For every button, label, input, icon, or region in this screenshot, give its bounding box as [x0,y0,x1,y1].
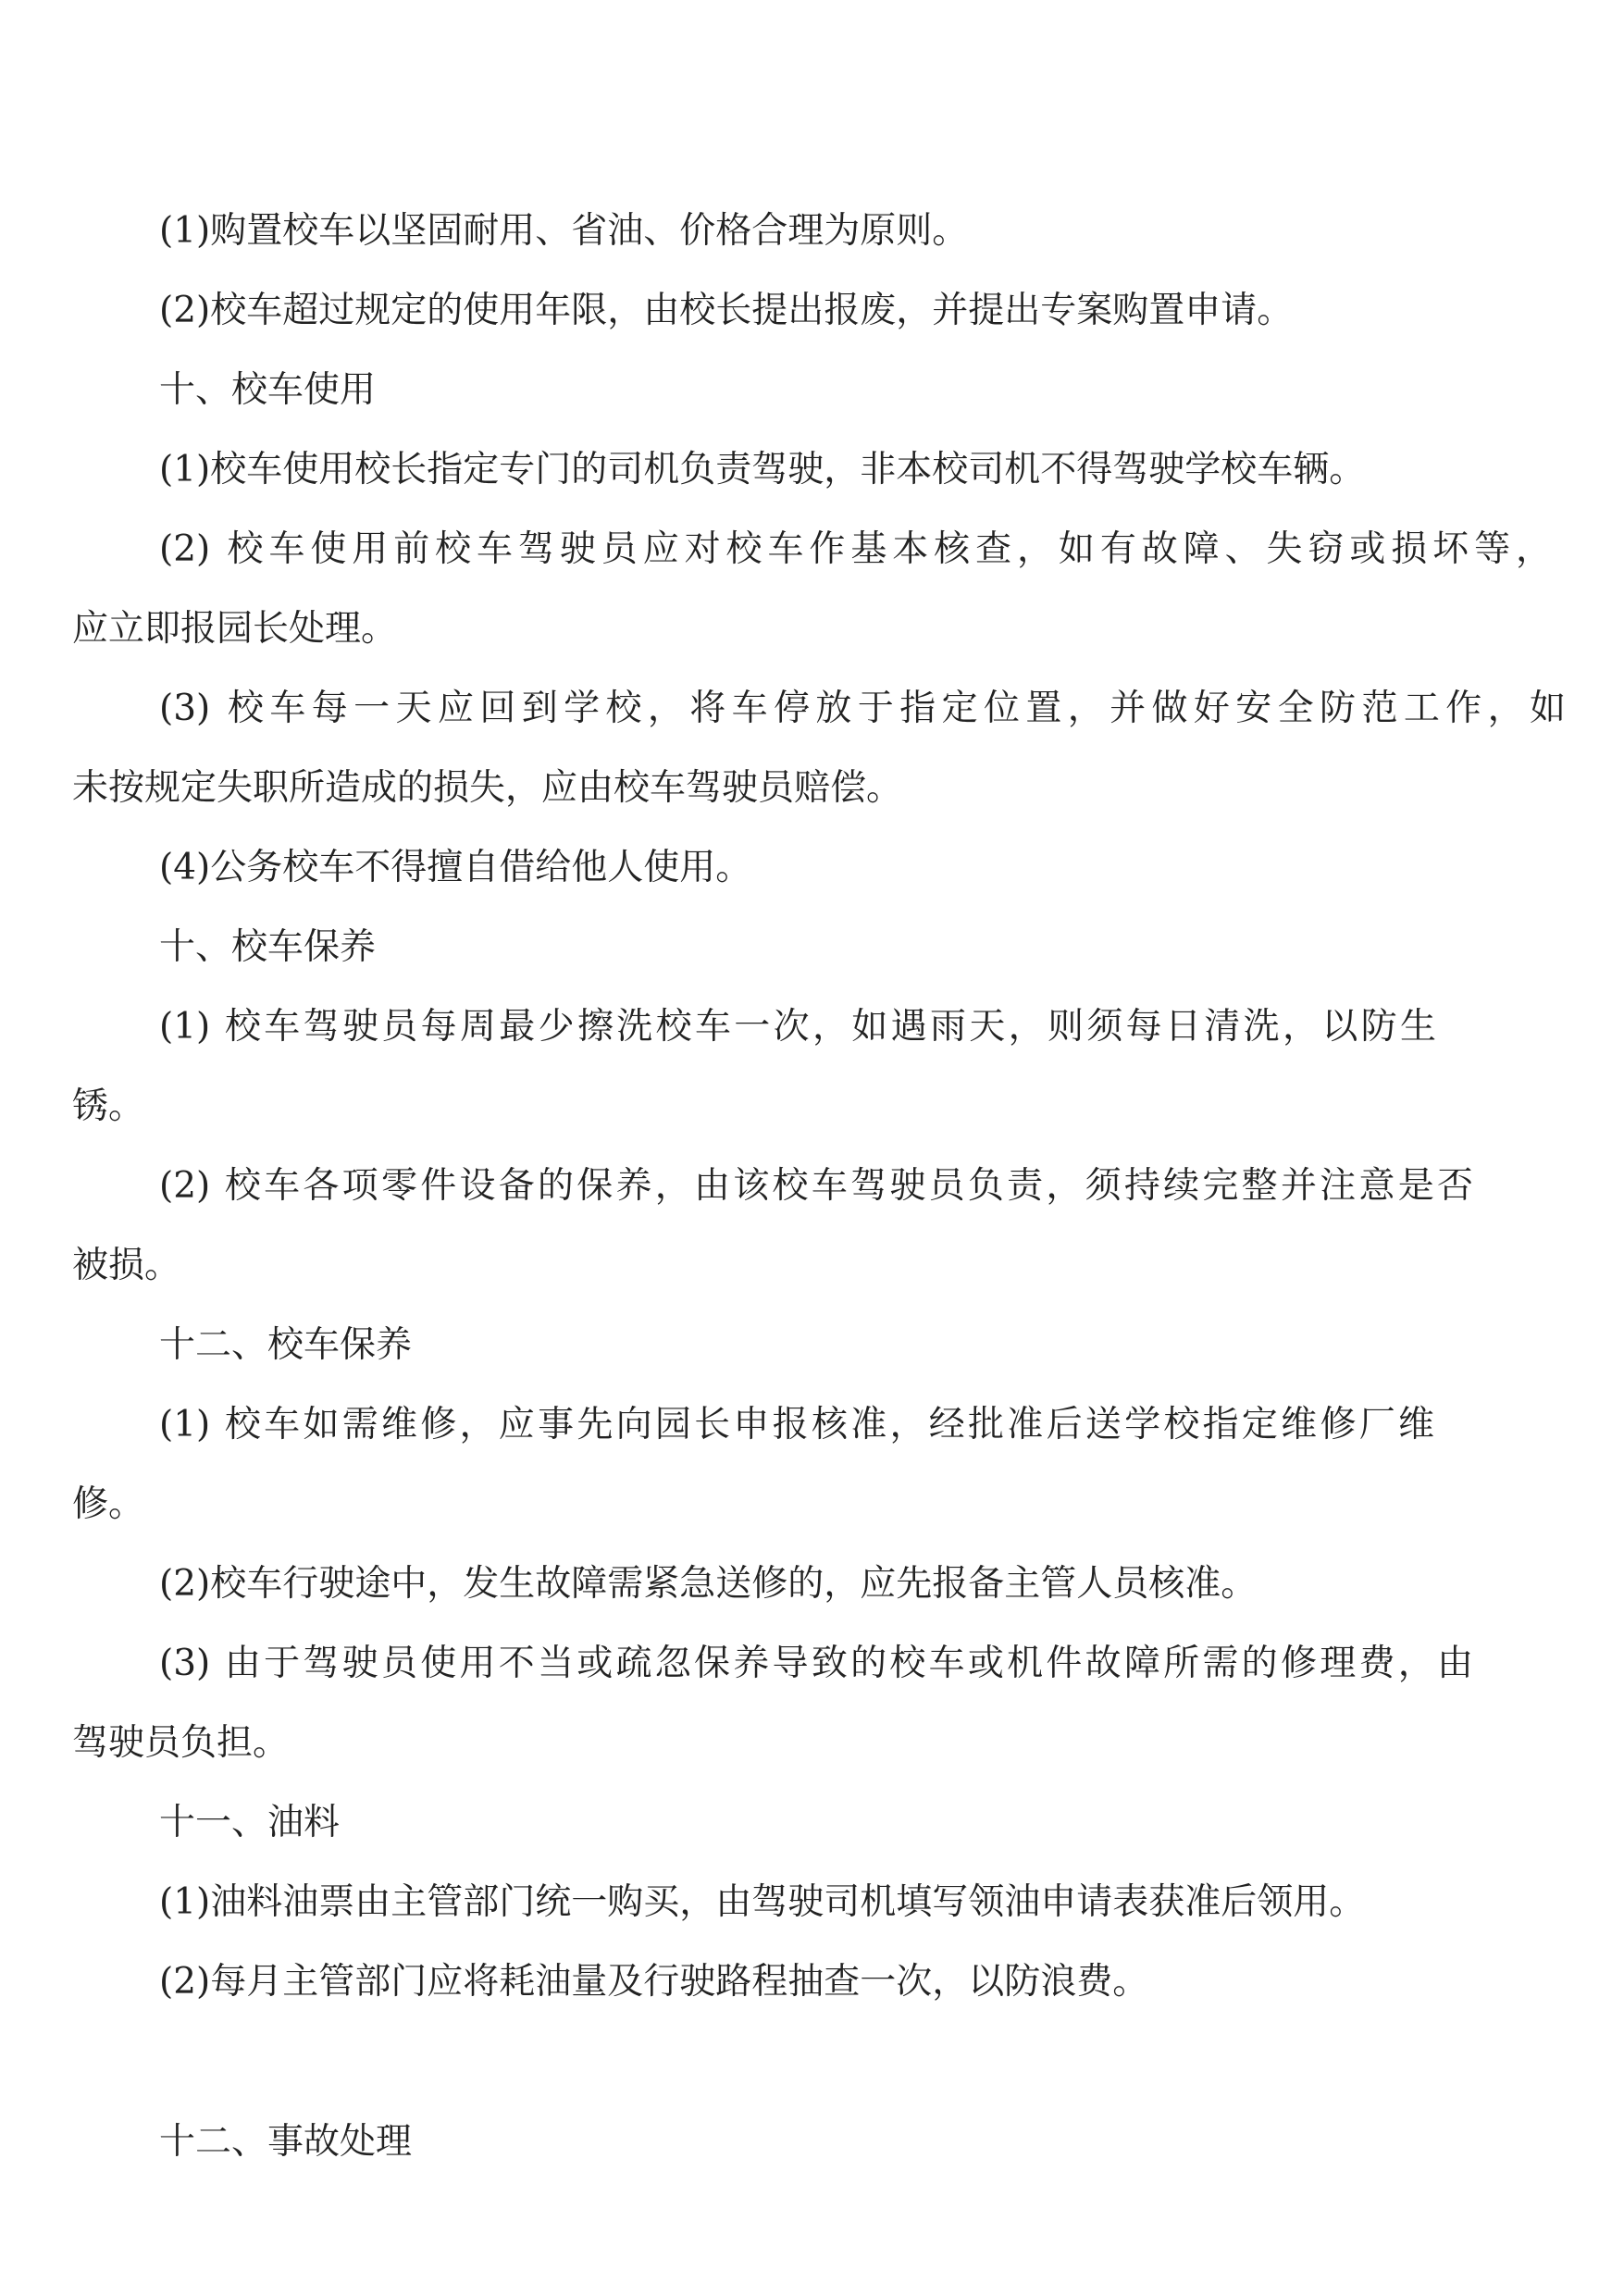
paragraph-line: (3) 校车每一天应回到学校，将车停放于指定位置，并做好安全防范工作，如 [159,688,1566,729]
paragraph-line: 修。 [72,1483,145,1525]
paragraph-line: (2) 校车各项零件设备的保养，由该校车驾驶员负责，须持续完整并注意是否 [159,1165,1473,1207]
paragraph-line: (2)校车超过规定的使用年限，由校长提出报废，并提出专案购置申请。 [159,290,1294,331]
paragraph-line: (2) 校车使用前校车驾驶员应对校车作基本核查，如有故障、失窃或损坏等， [159,528,1552,570]
section-heading: 十、校车使用 [159,369,377,411]
paragraph-line: (2)每月主管部门应将耗油量及行驶路程抽查一次，以防浪费。 [159,1961,1149,2003]
paragraph-line: (3) 由于驾驶员使用不当或疏忽保养导致的校车或机件故障所需的修理费，由 [159,1643,1473,1684]
paragraph-line: 被损。 [72,1245,181,1286]
paragraph-line: 驾驶员负担。 [72,1722,290,1764]
paragraph-line: (1) 校车驾驶员每周最少擦洗校车一次，如遇雨天，则须每日清洗，以防生 [159,1006,1436,1048]
paragraph-line: (2)校车行驶途中，发生故障需紧急送修的，应先报备主管人员核准。 [159,1563,1258,1605]
paragraph-line: 应立即报园长处理。 [72,608,398,650]
section-heading: 十一、油料 [159,1802,341,1843]
section-heading: 十二、事故处理 [159,2121,413,2163]
paragraph-line: 锈。 [72,1085,145,1127]
section-heading: 十二、校车保养 [159,1324,413,1366]
paragraph-line: (1)油料油票由主管部门统一购买，由驾驶司机填写领油申请表获准后领用。 [159,1881,1366,1923]
paragraph-line: (1) 校车如需维修，应事先向园长申报核准，经批准后送学校指定维修厂维 [159,1404,1434,1445]
paragraph-line: 未按规定失职所造成的损失，应由校车驾驶员赔偿。 [72,767,903,809]
paragraph-line: (1)购置校车以坚固耐用、省油、价格合理为原则。 [159,210,969,252]
paragraph-line: (1)校车使用校长指定专门的司机负责驾驶，非本校司机不得驾驶学校车辆。 [159,449,1366,490]
paragraph-line: (4)公务校车不得擅自借给他人使用。 [159,847,752,888]
section-heading: 十、校车保养 [159,926,377,968]
